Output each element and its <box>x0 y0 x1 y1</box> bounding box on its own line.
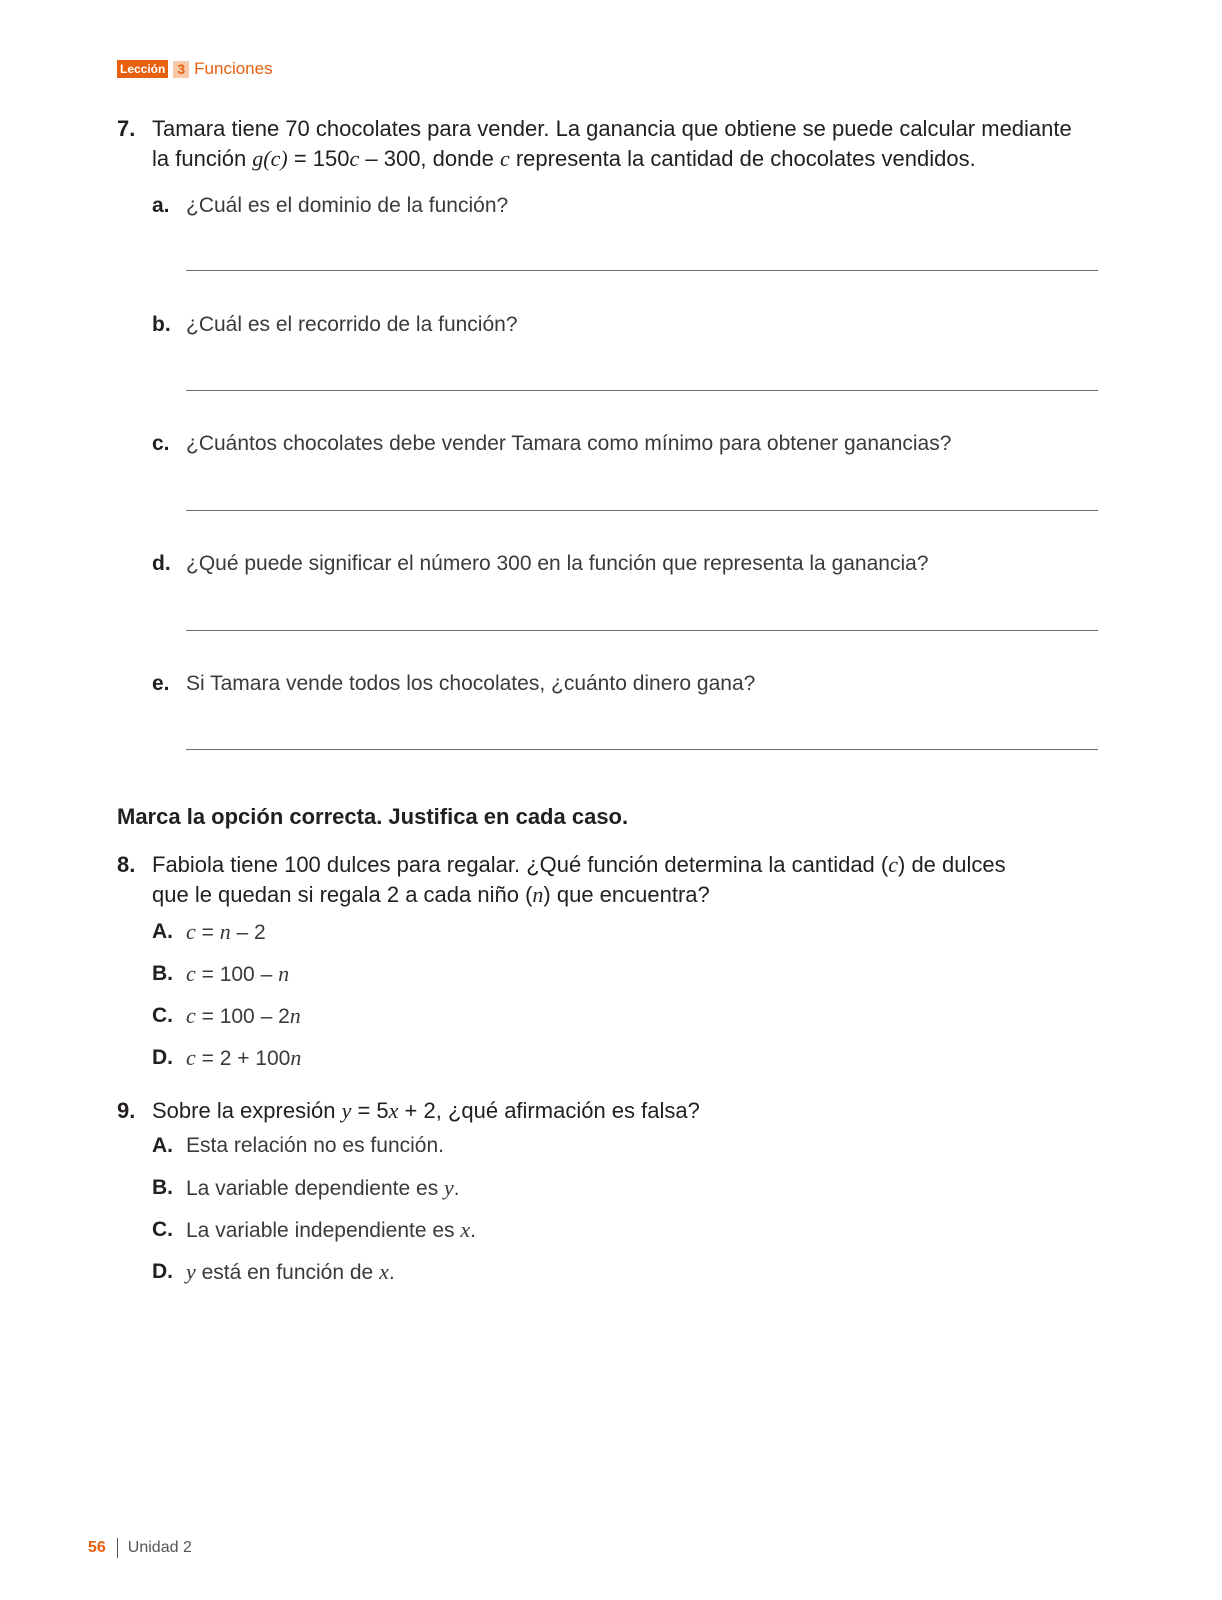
footer-divider <box>117 1538 118 1558</box>
option-letter: D. <box>152 1046 173 1069</box>
page-footer <box>88 1538 192 1558</box>
option-text: Esta relación no es función. <box>186 1134 444 1157</box>
answer-line-c[interactable] <box>186 510 1098 511</box>
option-text: La variable dependiente es y. <box>186 1175 460 1200</box>
question-text-line-2: la función g(c) = 150c – 300, donde c representa la cantidad de chocolates vendidos. <box>152 146 976 171</box>
lesson-header <box>117 58 273 80</box>
answer-line-a[interactable] <box>186 270 1098 271</box>
question-text-line-1: Tamara tiene 70 chocolates para vender. La ganancia que obtiene se puede calcular mediante <box>152 116 1072 141</box>
option-text: La variable independiente es x. <box>186 1217 476 1242</box>
subquestion-text: ¿Cuántos chocolates debe vender Tamara como mínimo para obtener ganancias? <box>186 432 952 455</box>
option-text: c = n – 2 <box>186 919 266 944</box>
option-letter: C. <box>152 1218 173 1241</box>
subquestion-letter: d. <box>152 552 171 575</box>
answer-line-d[interactable] <box>186 630 1098 631</box>
question-number: 7. <box>117 116 136 141</box>
subquestion-letter: a. <box>152 194 170 217</box>
option-text: y está en función de x. <box>186 1259 395 1284</box>
subquestion-text: ¿Cuál es el recorrido de la función? <box>186 313 518 336</box>
subquestion-text: ¿Qué puede significar el número 300 en la función que representa la ganancia? <box>186 552 929 575</box>
subquestion-letter: b. <box>152 313 171 336</box>
subquestion-text: ¿Cuál es el dominio de la función? <box>186 194 509 217</box>
option-text: c = 100 – 2n <box>186 1003 301 1028</box>
subquestion-text: Si Tamara vende todos los chocolates, ¿cuánto dinero gana? <box>186 672 756 695</box>
question-text: Sobre la expresión y = 5x + 2, ¿qué afirmación es falsa? <box>152 1098 700 1123</box>
option-text: c = 100 – n <box>186 961 290 986</box>
option-letter: B. <box>152 962 173 985</box>
answer-line-e[interactable] <box>186 749 1098 750</box>
lesson-title: Funciones <box>194 59 273 78</box>
lesson-number: 3 <box>173 61 189 78</box>
option-text: c = 2 + 100n <box>186 1045 302 1070</box>
question-text-line-1: Fabiola tiene 100 dulces para regalar. ¿Qué función determina la cantidad (c) de dulces <box>152 852 1006 877</box>
option-letter: A. <box>152 920 173 943</box>
option-letter: D. <box>152 1260 173 1283</box>
option-letter: B. <box>152 1176 173 1199</box>
option-letter: C. <box>152 1004 173 1027</box>
option-letter: A. <box>152 1134 173 1157</box>
subquestion-letter: e. <box>152 672 170 695</box>
page-number: 56 <box>88 1539 106 1556</box>
question-text-line-2: que le quedan si regala 2 a cada niño (n) que encuentra? <box>152 882 710 907</box>
question-number: 8. <box>117 852 136 877</box>
answer-line-b[interactable] <box>186 390 1098 391</box>
section-instruction: Marca la opción correcta. Justifica en cada caso. <box>117 804 629 829</box>
subquestion-letter: c. <box>152 432 170 455</box>
lesson-badge: Lección <box>117 60 168 78</box>
unit-label: Unidad 2 <box>127 1539 192 1556</box>
question-number: 9. <box>117 1098 136 1123</box>
